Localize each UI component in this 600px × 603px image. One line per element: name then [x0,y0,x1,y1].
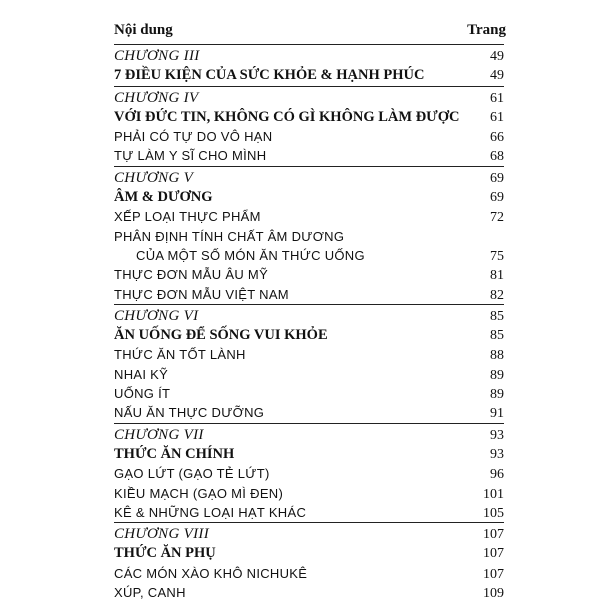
chapter-title-label: VỚI ĐỨC TIN, KHÔNG CÓ GÌ KHÔNG LÀM ĐƯỢC [114,108,460,125]
toc-entry [114,365,504,384]
chapter-heading [114,307,504,326]
toc-entry-label: KIỀU MẠCH (GẠO MÌ ĐEN) [114,485,284,501]
toc-entry-label: PHÂN ĐỊNH TÍNH CHẤT ÂM DƯƠNG [114,228,345,244]
chapter-heading-label: CHƯƠNG IV [114,89,199,106]
toc-entry-label: TỰ LÀM Y SĨ CHO MÌNH [114,148,267,164]
toc-entry-page-number: 72 [490,210,504,226]
chapter-title-label: ÂM & DƯƠNG [114,189,213,206]
toc-entry [114,583,504,602]
chapter-title-label: ĂN UỐNG ĐỂ SỐNG VUI KHỎE [114,327,328,344]
chapter-title [114,188,504,207]
toc-entry-label: THỨC ĂN TỐT LÀNH [114,347,246,363]
chapter-heading-label: CHƯƠNG VIII [114,526,210,543]
chapter-title [114,108,504,127]
toc-entry-page-number: 82 [490,287,504,303]
chapter-heading-page-number: 107 [483,527,504,543]
toc-entry-page-number: 88 [490,348,504,364]
chapter-heading-page-number: 69 [490,170,504,186]
toc-entry [114,403,504,422]
chapter-heading-page-number: 49 [490,49,504,64]
toc-entry [114,345,504,364]
toc-entry [114,246,504,265]
chapter-title-page-number: 49 [490,68,504,84]
chapter-heading [114,47,504,66]
toc-entry-label: GẠO LỨT (GẠO TẺ LỨT) [114,466,270,482]
toc-entry-label: PHẢI CÓ TỰ DO VÔ HẠN [114,129,273,145]
chapter-heading [114,426,504,445]
chapter-heading [114,89,504,108]
toc-entry-label: THỰC ĐƠN MẪU ÂU MỸ [114,267,269,283]
toc-entry-page-number: 89 [490,387,504,403]
toc-section [114,44,504,86]
chapter-title [114,326,504,345]
toc-entry [114,484,504,503]
toc-entry-label: XÚP, CANH [114,585,186,601]
chapter-heading-label: CHƯƠNG VII [114,426,204,443]
chapter-heading-label: CHƯƠNG VI [114,307,199,324]
toc-entry-page-number: 96 [490,467,504,483]
toc-entry [114,127,504,146]
toc-entry [114,227,504,246]
contents-heading: Nội dung [114,22,173,38]
chapter-title [114,66,504,85]
chapter-title [114,445,504,464]
page-column-heading: Trang [467,22,506,38]
chapter-title-label: THỨC ĂN CHÍNH [114,445,235,462]
chapter-title [114,544,504,563]
table-of-contents [114,44,504,602]
toc-entry [114,564,504,583]
toc-entry-page-number: 75 [490,248,504,264]
chapter-title-page-number: 85 [490,328,504,344]
chapter-title-page-number: 61 [490,109,504,125]
chapter-title-page-number: 69 [490,190,504,206]
toc-entry [114,503,504,522]
toc-entry-page-number: 109 [483,586,504,602]
toc-entry-page-number: 105 [483,505,504,521]
toc-entry [114,464,504,483]
toc-entry-page-number: 66 [490,130,504,146]
chapter-heading [114,525,504,544]
chapter-title-label: 7 ĐIỀU KIỆN CỦA SỨC KHỎE & HẠNH PHÚC [114,67,425,84]
toc-entry [114,384,504,403]
chapter-heading-label: CHƯƠNG V [114,169,194,186]
toc-entry-label: XẾP LOẠI THỰC PHẨM [114,209,261,225]
toc-entry [114,146,504,165]
toc-entry-label: KÊ & NHỮNG LOẠI HẠT KHÁC [114,504,307,520]
chapter-title-page-number: 107 [483,546,504,562]
toc-entry-page-number: 81 [490,268,504,284]
toc-entry-page-number: 89 [490,367,504,383]
toc-entry-label: NẤU ĂN THỰC DƯỠNG [114,405,265,421]
toc-section [114,304,504,423]
toc-entry-label: NHAI KỸ [114,366,169,382]
toc-entry-page-number: 101 [483,486,504,502]
chapter-title-page-number: 93 [490,446,504,462]
chapter-heading-label: CHƯƠNG III [114,48,200,64]
toc-entry [114,207,504,226]
toc-entry-page-number: 91 [490,406,504,422]
toc-header [114,22,506,44]
chapter-heading-page-number: 85 [490,308,504,324]
toc-section [114,423,504,522]
chapter-heading [114,169,504,188]
toc-entry [114,265,504,284]
toc-entry [114,285,504,304]
toc-entry-label: THỰC ĐƠN MẪU VIỆT NAM [114,286,289,302]
toc-section [114,86,504,166]
toc-entry-label: CÁC MÓN XÀO KHÔ NICHUKÊ [114,565,308,581]
toc-section [114,522,504,602]
toc-entry-label: CỦA MỘT SỐ MÓN ĂN THỨC UỐNG [136,247,365,263]
chapter-title-label: THỨC ĂN PHỤ [114,545,216,562]
toc-entry-page-number: 68 [490,149,504,165]
chapter-heading-page-number: 93 [490,427,504,443]
toc-entry-label: UỐNG ÍT [114,386,171,402]
toc-section [114,166,504,304]
toc-entry-page-number: 107 [483,566,504,582]
chapter-heading-page-number: 61 [490,90,504,106]
